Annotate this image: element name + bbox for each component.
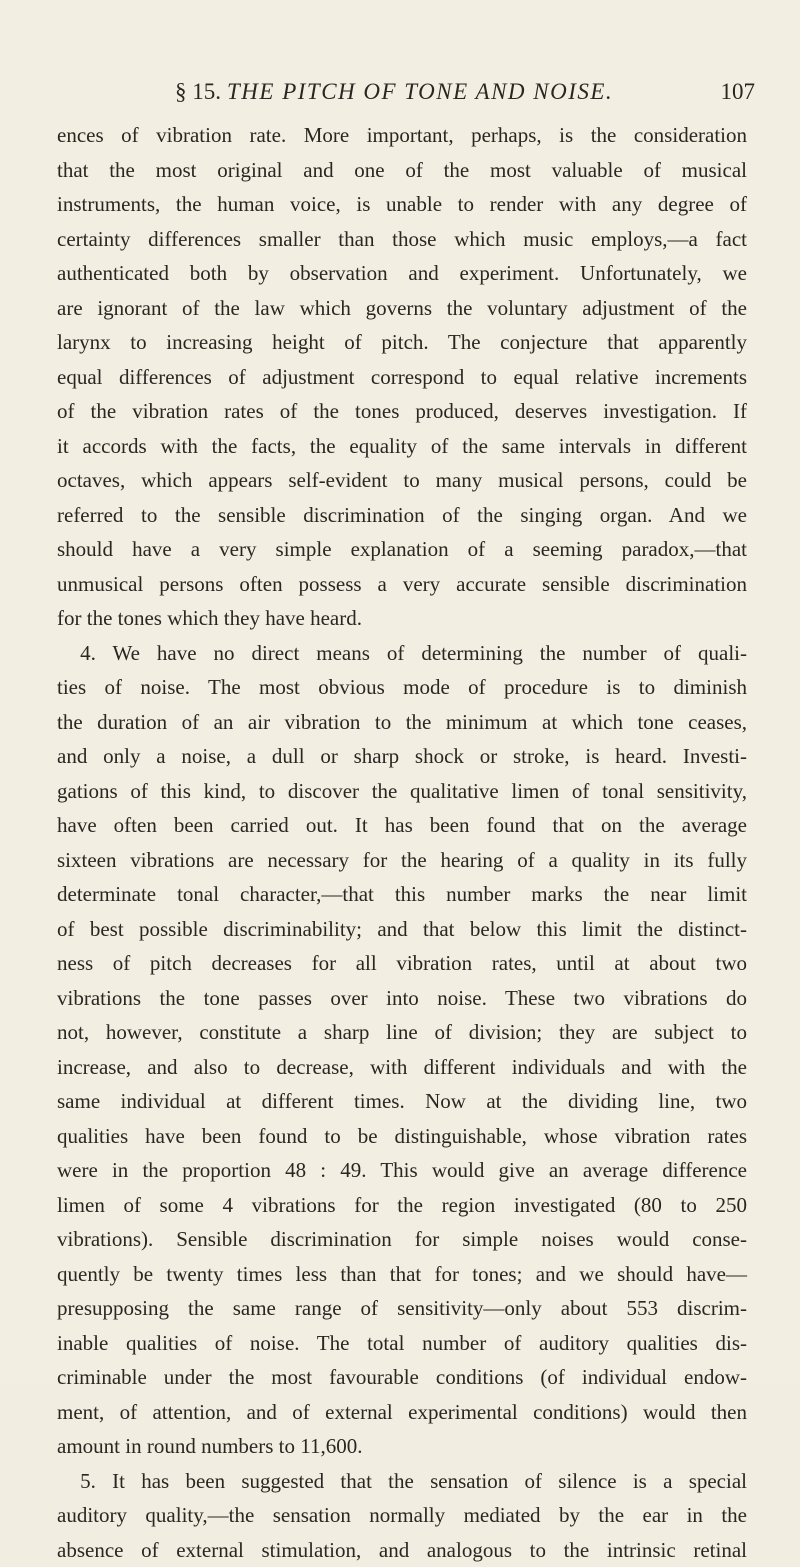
text-line: and only a noise, a dull or sharp shock or stroke, is heard. Investi- bbox=[57, 739, 747, 774]
text-line: larynx to increasing height of pitch. The conjecture that apparently bbox=[57, 325, 747, 360]
text-line: ment, of attention, and of external experimental conditions) would then bbox=[57, 1395, 747, 1430]
text-line: amount in round numbers to 11,600. bbox=[57, 1429, 747, 1464]
text-line: the duration of an air vibration to the minimum at which tone ceases, bbox=[57, 705, 747, 740]
text-line: should have a very simple explanation of a seeming paradox,—that bbox=[57, 532, 747, 567]
chapter-title: THE PITCH OF TONE AND NOISE. bbox=[227, 76, 613, 108]
text-line: that the most original and one of the most valuable of musical bbox=[57, 153, 747, 188]
text-line: ties of noise. The most obvious mode of procedure is to diminish bbox=[57, 670, 747, 705]
text-line: ences of vibration rate. More important, perhaps, is the consideration bbox=[57, 118, 747, 153]
text-line: instruments, the human voice, is unable to render with any degree of bbox=[57, 187, 747, 222]
text-line: certainty differences smaller than those which music employs,—a fact bbox=[57, 222, 747, 257]
text-line: not, however, constitute a sharp line of division; they are subject to bbox=[57, 1015, 747, 1050]
text-line: increase, and also to decrease, with different individuals and with the bbox=[57, 1050, 747, 1085]
text-line: presupposing the same range of sensitivity—only about 553 discrim- bbox=[57, 1291, 747, 1326]
text-line: absence of external stimulation, and analogous to the intrinsic retinal bbox=[57, 1533, 747, 1567]
text-line: same individual at different times. Now at the dividing line, two bbox=[57, 1084, 747, 1119]
text-line: qualities have been found to be distinguishable, whose vibration rates bbox=[57, 1119, 747, 1154]
text-line: have often been carried out. It has been found that on the average bbox=[57, 808, 747, 843]
text-line: for the tones which they have heard. bbox=[57, 601, 747, 636]
text-line: are ignorant of the law which governs the voluntary adjustment of the bbox=[57, 291, 747, 326]
text-line: referred to the sensible discrimination of the singing organ. And we bbox=[57, 498, 747, 533]
text-line: inable qualities of noise. The total number of auditory qualities dis- bbox=[57, 1326, 747, 1361]
text-line: octaves, which appears self-evident to many musical persons, could be bbox=[57, 463, 747, 498]
text-line: of best possible discriminability; and that below this limit the distinct- bbox=[57, 912, 747, 947]
text-line: equal differences of adjustment correspond to equal relative increments bbox=[57, 360, 747, 395]
body-text bbox=[57, 118, 747, 1567]
text-line: of the vibration rates of the tones produced, deserves investigation. If bbox=[57, 394, 747, 429]
text-line: 5. It has been suggested that the sensation of silence is a special bbox=[57, 1464, 747, 1499]
text-line: determinate tonal character,—that this number marks the near limit bbox=[57, 877, 747, 912]
text-line: quently be twenty times less than that for tones; and we should have— bbox=[57, 1257, 747, 1292]
text-line: limen of some 4 vibrations for the region investigated (80 to 250 bbox=[57, 1188, 747, 1223]
text-line: were in the proportion 48 : 49. This would give an average difference bbox=[57, 1153, 747, 1188]
page-number: 107 bbox=[721, 76, 756, 108]
section-number: § 15. bbox=[175, 76, 221, 108]
text-line: criminable under the most favourable conditions (of individual endow- bbox=[57, 1360, 747, 1395]
text-line: vibrations). Sensible discrimination for simple noises would conse- bbox=[57, 1222, 747, 1257]
text-line: 4. We have no direct means of determining the number of quali- bbox=[57, 636, 747, 671]
text-line: authenticated both by observation and experiment. Unfortunately, we bbox=[57, 256, 747, 291]
text-line: it accords with the facts, the equality of the same intervals in different bbox=[57, 429, 747, 464]
running-head bbox=[175, 76, 755, 108]
text-line: auditory quality,—the sensation normally mediated by the ear in the bbox=[57, 1498, 747, 1533]
text-line: ness of pitch decreases for all vibration rates, until at about two bbox=[57, 946, 747, 981]
text-line: vibrations the tone passes over into noise. These two vibrations do bbox=[57, 981, 747, 1016]
text-line: gations of this kind, to discover the qualitative limen of tonal sensitivity, bbox=[57, 774, 747, 809]
text-line: sixteen vibrations are necessary for the hearing of a quality in its fully bbox=[57, 843, 747, 878]
text-line: unmusical persons often possess a very accurate sensible discrimination bbox=[57, 567, 747, 602]
